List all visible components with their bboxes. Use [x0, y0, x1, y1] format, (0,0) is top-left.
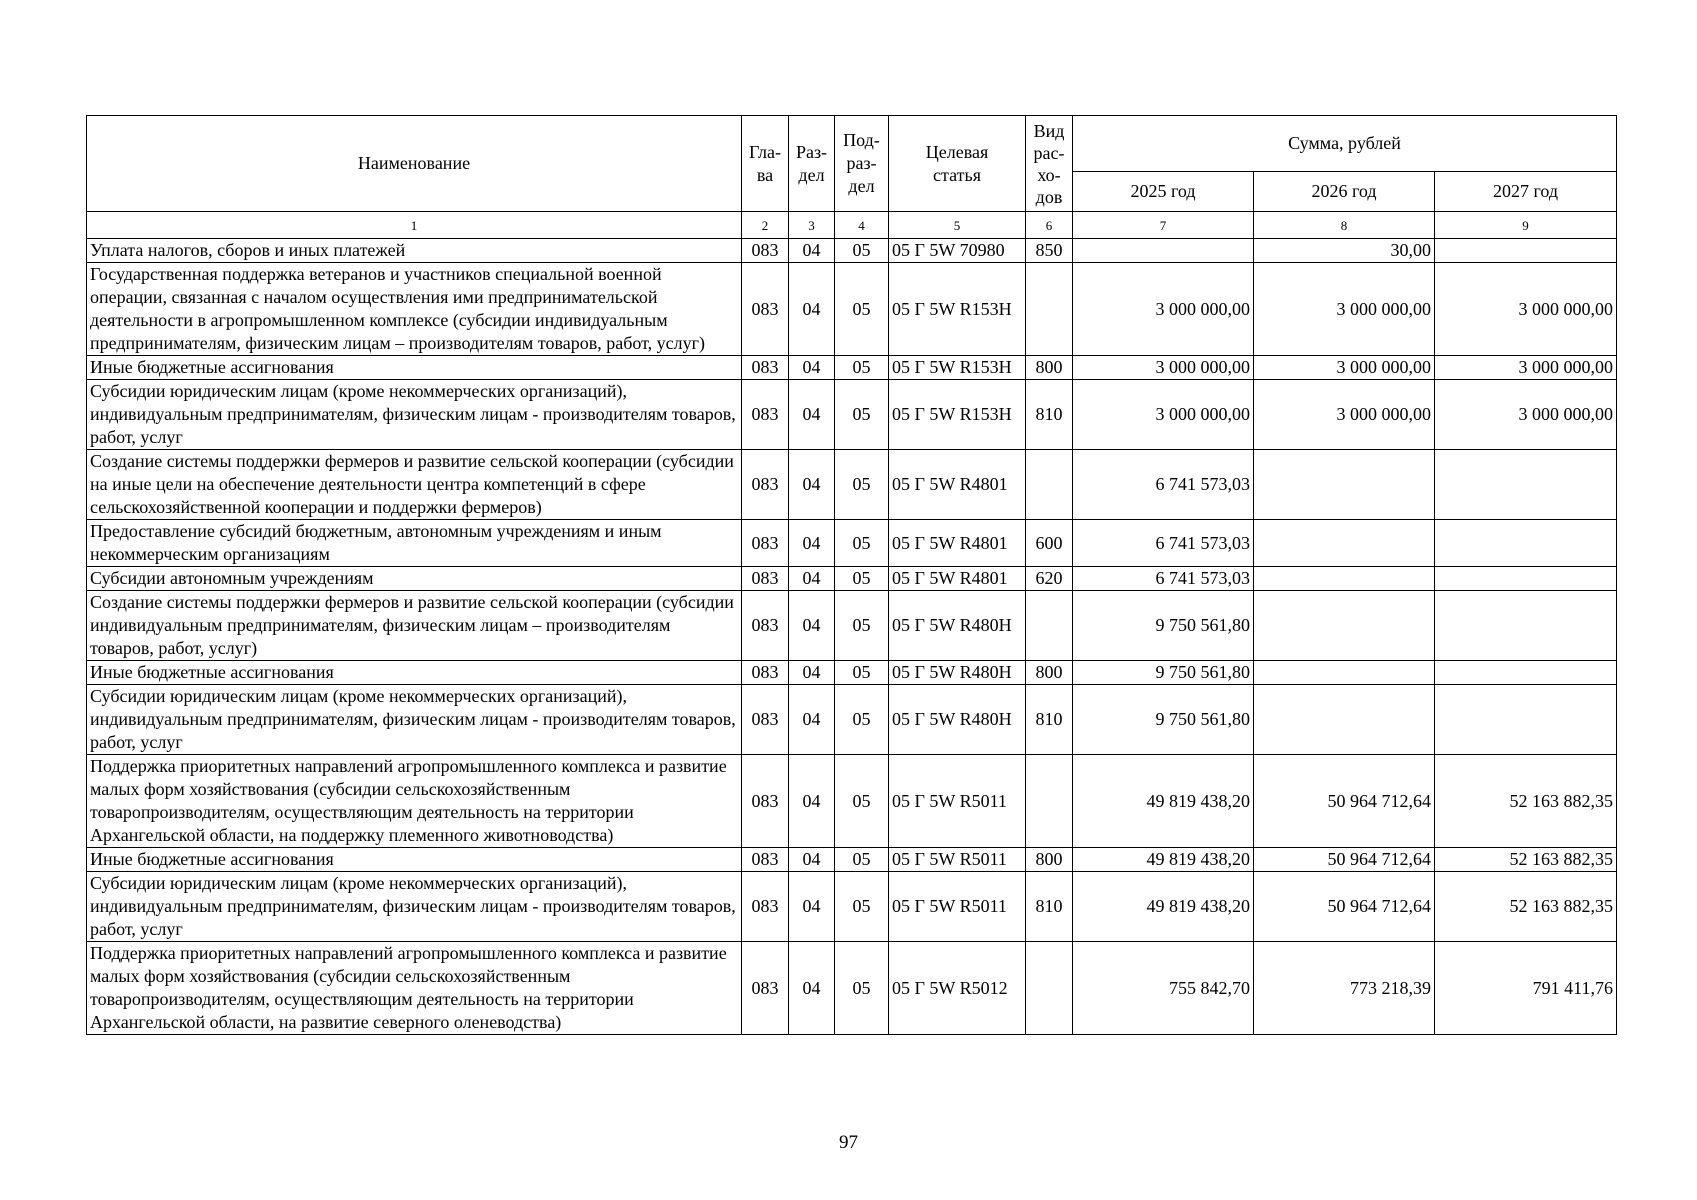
row-sum-2025-cell: 3 000 000,00: [1073, 263, 1254, 356]
row-section-cell: 04: [789, 520, 835, 567]
table-row: [87, 755, 1617, 848]
row-target-article-cell: 05 Г 5W R4801: [889, 520, 1026, 567]
row-sum-2025-cell: [1073, 239, 1254, 263]
row-section-cell: 04: [789, 263, 835, 356]
header-sum: Сумма, рублей: [1073, 116, 1617, 172]
row-expense-type-cell: [1026, 263, 1073, 356]
row-subsection-cell: 05: [835, 848, 889, 872]
row-expense-type-cell: 810: [1026, 872, 1073, 942]
column-number: 8: [1254, 212, 1435, 239]
row-sum-2026-cell: 3 000 000,00: [1254, 380, 1435, 450]
column-numbers-row: [87, 212, 1617, 239]
row-sum-2025-cell: 9 750 561,80: [1073, 661, 1254, 685]
column-number: 4: [835, 212, 889, 239]
row-expense-type-cell: 850: [1026, 239, 1073, 263]
row-name-cell: Государственная поддержка ветеранов и участников специальной военной операции, связанная с началом осуществления ими предпринимательской деятельности в агропромышленном комплексе (субсидии индивидуальным предпринимателям, физическим лицам – производителям товаров, работ, услуг): [87, 263, 742, 356]
row-section-cell: 04: [789, 848, 835, 872]
table-row: [87, 848, 1617, 872]
row-expense-type-cell: [1026, 942, 1073, 1035]
row-sum-2025-cell: 9 750 561,80: [1073, 685, 1254, 755]
row-sum-2025-cell: 49 819 438,20: [1073, 848, 1254, 872]
row-sum-2027-cell: 52 163 882,35: [1435, 848, 1617, 872]
row-sum-2027-cell: 3 000 000,00: [1435, 380, 1617, 450]
row-sum-2027-cell: [1435, 661, 1617, 685]
row-sum-2026-cell: 3 000 000,00: [1254, 356, 1435, 380]
row-name-cell: Поддержка приоритетных направлений агропромышленного комплекса и развитие малых форм хозяйствования (субсидии сельскохозяйственным товаропроизводителям, осуществляющим деятельность на территории Архангельской области, на развитие северного оленеводства): [87, 942, 742, 1035]
row-target-article-cell: 05 Г 5W R153Н: [889, 263, 1026, 356]
row-chapter-cell: 083: [742, 848, 789, 872]
column-number: 9: [1435, 212, 1617, 239]
row-target-article-cell: 05 Г 5W R153Н: [889, 356, 1026, 380]
row-chapter-cell: 083: [742, 591, 789, 661]
row-sum-2025-cell: 3 000 000,00: [1073, 356, 1254, 380]
column-number: 3: [789, 212, 835, 239]
row-section-cell: 04: [789, 872, 835, 942]
column-number: 2: [742, 212, 789, 239]
row-section-cell: 04: [789, 380, 835, 450]
table-row: [87, 685, 1617, 755]
row-chapter-cell: 083: [742, 263, 789, 356]
row-section-cell: 04: [789, 661, 835, 685]
row-sum-2025-cell: 49 819 438,20: [1073, 755, 1254, 848]
row-target-article-cell: 05 Г 5W R4801: [889, 567, 1026, 591]
row-subsection-cell: 05: [835, 356, 889, 380]
row-sum-2027-cell: [1435, 520, 1617, 567]
table-row: [87, 872, 1617, 942]
column-number: 1: [87, 212, 742, 239]
row-chapter-cell: 083: [742, 872, 789, 942]
row-target-article-cell: 05 Г 5W 70980: [889, 239, 1026, 263]
row-sum-2027-cell: 3 000 000,00: [1435, 263, 1617, 356]
row-name-cell: Создание системы поддержки фермеров и развитие сельской кооперации (субсидии индивидуальным предпринимателям, физическим лицам – производителям товаров, работ, услуг): [87, 591, 742, 661]
row-section-cell: 04: [789, 942, 835, 1035]
table-row: [87, 591, 1617, 661]
row-subsection-cell: 05: [835, 567, 889, 591]
table-row: [87, 380, 1617, 450]
budget-table: [86, 115, 1617, 1035]
row-expense-type-cell: 620: [1026, 567, 1073, 591]
row-expense-type-cell: [1026, 450, 1073, 520]
row-sum-2027-cell: [1435, 450, 1617, 520]
header-year-2027: 2027 год: [1435, 172, 1617, 212]
row-subsection-cell: 05: [835, 942, 889, 1035]
row-chapter-cell: 083: [742, 567, 789, 591]
table-row: [87, 567, 1617, 591]
row-name-cell: Субсидии юридическим лицам (кроме некоммерческих организаций), индивидуальным предпринимателям, физическим лицам - производителям товаров, работ, услуг: [87, 380, 742, 450]
row-subsection-cell: 05: [835, 380, 889, 450]
row-target-article-cell: 05 Г 5W R5012: [889, 942, 1026, 1035]
row-sum-2026-cell: 50 964 712,64: [1254, 848, 1435, 872]
column-number: 5: [889, 212, 1026, 239]
row-sum-2026-cell: [1254, 591, 1435, 661]
row-section-cell: 04: [789, 356, 835, 380]
row-sum-2027-cell: 52 163 882,35: [1435, 755, 1617, 848]
row-section-cell: 04: [789, 685, 835, 755]
row-name-cell: Уплата налогов, сборов и иных платежей: [87, 239, 742, 263]
row-chapter-cell: 083: [742, 356, 789, 380]
row-chapter-cell: 083: [742, 755, 789, 848]
table-header: [87, 116, 1617, 239]
row-expense-type-cell: 800: [1026, 848, 1073, 872]
header-subsection: Под- раз- дел: [835, 116, 889, 212]
row-target-article-cell: 05 Г 5W R480Н: [889, 661, 1026, 685]
row-subsection-cell: 05: [835, 591, 889, 661]
row-name-cell: Иные бюджетные ассигнования: [87, 356, 742, 380]
row-subsection-cell: 05: [835, 872, 889, 942]
header-expense-type: Вид рас- хо- дов: [1026, 116, 1073, 212]
row-chapter-cell: 083: [742, 685, 789, 755]
table-row: [87, 450, 1617, 520]
row-expense-type-cell: 800: [1026, 356, 1073, 380]
row-name-cell: Поддержка приоритетных направлений агропромышленного комплекса и развитие малых форм хозяйствования (субсидии сельскохозяйственным товаропроизводителям, осуществляющим деятельность на территории Архангельской области, на поддержку племенного животноводства): [87, 755, 742, 848]
row-sum-2026-cell: 50 964 712,64: [1254, 755, 1435, 848]
row-name-cell: Иные бюджетные ассигнования: [87, 661, 742, 685]
row-sum-2027-cell: [1435, 239, 1617, 263]
row-subsection-cell: 05: [835, 239, 889, 263]
row-subsection-cell: 05: [835, 450, 889, 520]
row-sum-2026-cell: 30,00: [1254, 239, 1435, 263]
row-target-article-cell: 05 Г 5W R480Н: [889, 591, 1026, 661]
table-row: [87, 356, 1617, 380]
row-section-cell: 04: [789, 450, 835, 520]
row-sum-2026-cell: [1254, 567, 1435, 591]
row-sum-2027-cell: [1435, 591, 1617, 661]
row-subsection-cell: 05: [835, 520, 889, 567]
header-name: Наименование: [87, 116, 742, 212]
row-name-cell: Создание системы поддержки фермеров и развитие сельской кооперации (субсидии на иные цели на обеспечение деятельности центра компетенций в сфере сельскохозяйственной кооперации и поддержки фермеров): [87, 450, 742, 520]
header-chapter: Гла- ва: [742, 116, 789, 212]
row-sum-2025-cell: 9 750 561,80: [1073, 591, 1254, 661]
row-sum-2027-cell: 791 411,76: [1435, 942, 1617, 1035]
row-expense-type-cell: 600: [1026, 520, 1073, 567]
table-row: [87, 263, 1617, 356]
row-sum-2025-cell: 3 000 000,00: [1073, 380, 1254, 450]
header-section: Раз- дел: [789, 116, 835, 212]
row-sum-2025-cell: 6 741 573,03: [1073, 450, 1254, 520]
row-subsection-cell: 05: [835, 263, 889, 356]
row-target-article-cell: 05 Г 5W R5011: [889, 872, 1026, 942]
table-row: [87, 239, 1617, 263]
column-number: 6: [1026, 212, 1073, 239]
row-expense-type-cell: 800: [1026, 661, 1073, 685]
row-sum-2027-cell: [1435, 685, 1617, 755]
row-name-cell: Иные бюджетные ассигнования: [87, 848, 742, 872]
row-expense-type-cell: 810: [1026, 685, 1073, 755]
row-sum-2026-cell: [1254, 520, 1435, 567]
row-expense-type-cell: [1026, 755, 1073, 848]
row-sum-2027-cell: 3 000 000,00: [1435, 356, 1617, 380]
row-section-cell: 04: [789, 239, 835, 263]
row-chapter-cell: 083: [742, 661, 789, 685]
row-target-article-cell: 05 Г 5W R5011: [889, 755, 1026, 848]
row-target-article-cell: 05 Г 5W R5011: [889, 848, 1026, 872]
row-target-article-cell: 05 Г 5W R4801: [889, 450, 1026, 520]
row-target-article-cell: 05 Г 5W R153Н: [889, 380, 1026, 450]
table-row: [87, 520, 1617, 567]
table-body: [87, 239, 1617, 1035]
row-sum-2026-cell: [1254, 661, 1435, 685]
row-subsection-cell: 05: [835, 685, 889, 755]
row-sum-2026-cell: [1254, 450, 1435, 520]
row-sum-2026-cell: 773 218,39: [1254, 942, 1435, 1035]
row-chapter-cell: 083: [742, 450, 789, 520]
row-sum-2025-cell: 49 819 438,20: [1073, 872, 1254, 942]
row-sum-2026-cell: 50 964 712,64: [1254, 872, 1435, 942]
row-subsection-cell: 05: [835, 755, 889, 848]
row-chapter-cell: 083: [742, 520, 789, 567]
page-number: 97: [839, 1132, 858, 1153]
row-sum-2025-cell: 6 741 573,03: [1073, 567, 1254, 591]
row-sum-2027-cell: [1435, 567, 1617, 591]
header-year-2026: 2026 год: [1254, 172, 1435, 212]
row-chapter-cell: 083: [742, 239, 789, 263]
row-sum-2026-cell: [1254, 685, 1435, 755]
column-number: 7: [1073, 212, 1254, 239]
row-expense-type-cell: 810: [1026, 380, 1073, 450]
header-target-article: Целевая статья: [889, 116, 1026, 212]
header-year-2025: 2025 год: [1073, 172, 1254, 212]
table-row: [87, 661, 1617, 685]
row-sum-2025-cell: 755 842,70: [1073, 942, 1254, 1035]
row-section-cell: 04: [789, 591, 835, 661]
row-expense-type-cell: [1026, 591, 1073, 661]
row-name-cell: Предоставление субсидий бюджетным, автономным учреждениям и иным некоммерческим организациям: [87, 520, 742, 567]
table-row: [87, 942, 1617, 1035]
row-name-cell: Субсидии автономным учреждениям: [87, 567, 742, 591]
row-chapter-cell: 083: [742, 380, 789, 450]
row-section-cell: 04: [789, 567, 835, 591]
row-target-article-cell: 05 Г 5W R480Н: [889, 685, 1026, 755]
row-sum-2025-cell: 6 741 573,03: [1073, 520, 1254, 567]
row-name-cell: Субсидии юридическим лицам (кроме некоммерческих организаций), индивидуальным предпринимателям, физическим лицам - производителям товаров, работ, услуг: [87, 685, 742, 755]
row-sum-2027-cell: 52 163 882,35: [1435, 872, 1617, 942]
row-name-cell: Субсидии юридическим лицам (кроме некоммерческих организаций), индивидуальным предпринимателям, физическим лицам - производителям товаров, работ, услуг: [87, 872, 742, 942]
row-subsection-cell: 05: [835, 661, 889, 685]
row-sum-2026-cell: 3 000 000,00: [1254, 263, 1435, 356]
row-chapter-cell: 083: [742, 942, 789, 1035]
row-section-cell: 04: [789, 755, 835, 848]
